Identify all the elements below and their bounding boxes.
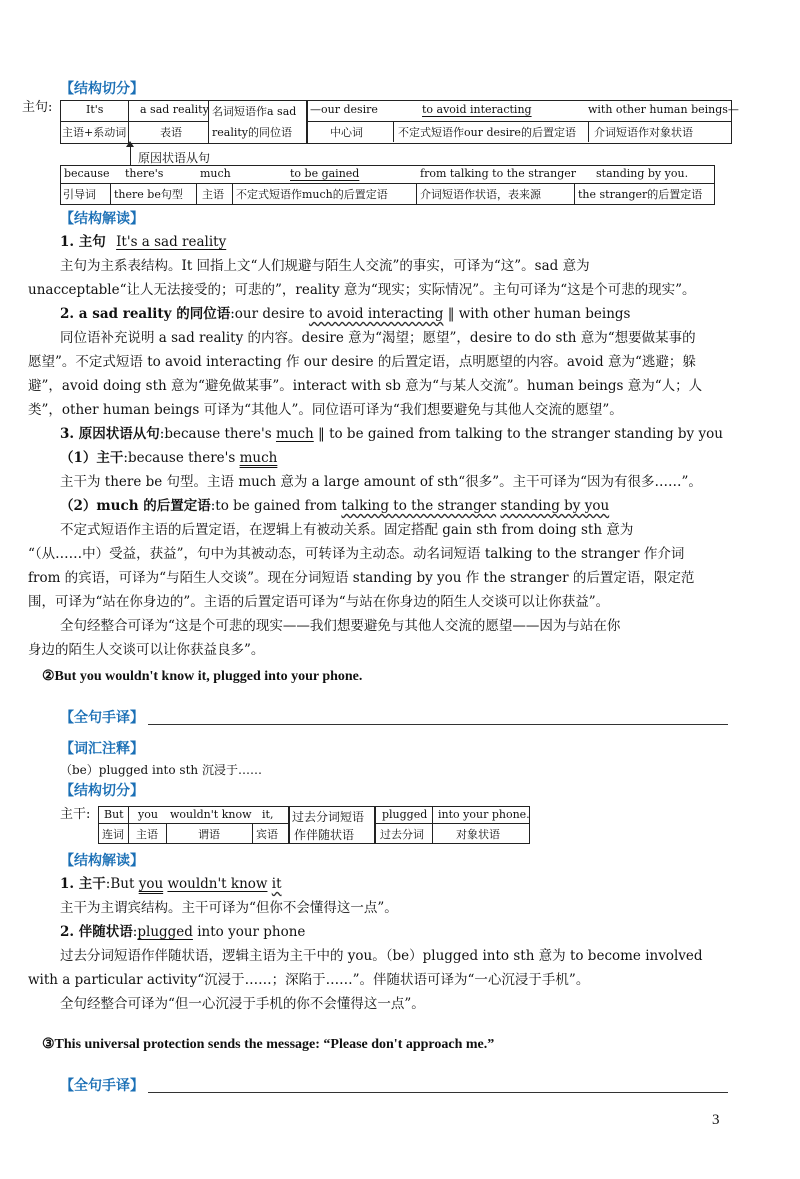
word-you: you <box>138 808 158 821</box>
label-prep-source: 介词短语作状语，表来源 <box>420 188 541 201</box>
heading-main-clause: 1. 主句 <box>60 234 106 250</box>
appositive-text-a: :our desire <box>230 306 309 322</box>
label-inf-note: 不定式短语作our desire的后置定语 <box>398 126 576 139</box>
word-with-other: with other human beings— <box>588 103 739 116</box>
word-our-desire: —our desire <box>310 103 378 116</box>
paragraph-s2-1: 主干为主谓宾结构。主干可译为“但你不会懂得这一点”。 <box>60 900 398 916</box>
paragraph-1: 主句为主系表结构。It 回指上文“人们规避与陌生人交流”的事实，可译为“这”。sad 意为 <box>60 258 590 274</box>
paragraph-s2-2b: with a particular activity“沉浸于……；深陷于……”。伴随状语可译为“一心沉浸于手机”。 <box>28 972 590 988</box>
vocab-entry: （be）plugged into sth 沉浸于…… <box>60 763 262 777</box>
translate-title-3: 【全句手译】 <box>60 1078 144 1094</box>
translation-answer-line-3[interactable] <box>148 1092 728 1093</box>
label-pred: 表语 <box>160 126 182 139</box>
label-appositive-2: reality的同位语 <box>212 126 292 139</box>
paragraph-4c: from 的宾语，可译为“与陌生人交谈”。现在分词短语 standing by you 作 the stranger 的后置定语，限定范 <box>28 570 695 586</box>
paragraph-2d: 类”，other human beings 可译为“其他人”。同位语可译为“我们想要避免与其他人交流的愿望”。 <box>28 402 623 418</box>
structure-split-title: 【结构切分】 <box>60 81 144 97</box>
trunk-label: 主干: <box>60 807 91 822</box>
heading-trunk: （1）主干 <box>60 450 124 466</box>
translate-title-2: 【全句手译】 <box>60 710 144 726</box>
paragraph-2c: 避”，avoid doing sth 意为“避免做某事”。interact with sb 意为“与某人交流”。human beings 意为“人；人 <box>28 378 703 394</box>
paragraph-s2-2: 过去分词短语作伴随状语，逻辑主语为主干中的 you。（be）plugged into sth 意为 to become involved <box>60 948 703 964</box>
word-sad-reality: a sad reality <box>140 103 209 116</box>
paragraph-2b: 愿望”。不定式短语 to avoid interacting 作 our desire 的后置定语，点明愿望的内容。avoid 意为“逃避；躲 <box>28 354 696 370</box>
word-it: it, <box>262 808 274 821</box>
word-plugged: plugged <box>382 808 428 821</box>
paragraph-5: 全句经整合可译为“这是个可悲的现实——我们想要避免与其他人交流的愿望——因为与站在你 <box>60 618 621 634</box>
arrow-up-icon <box>126 141 134 147</box>
label-conj-2: 连词 <box>102 828 124 841</box>
label-appositive: 名词短语作a sad <box>212 105 297 118</box>
heading-much-attr: （2）much 的后置定语 <box>60 498 211 514</box>
word-because: because <box>64 167 110 180</box>
label-inf-much: 不定式短语作much的后置定语 <box>236 188 388 201</box>
page-number: 3 <box>712 1112 720 1128</box>
paragraph-4: 不定式短语作主语的后置定语，在逻辑上有被动关系。固定搭配 gain sth from doing sth 意为 <box>60 522 634 538</box>
paragraph-4b: “（从……中）受益，获益”，句中为其被动态，可转译为主动态。动名词短语 talking to the stranger 作介词 <box>28 546 685 562</box>
much-attr-a: :to be gained from <box>210 498 342 514</box>
word-much: much <box>200 167 231 180</box>
paragraph-s2-3: 全句经整合可译为“但一心沉浸于手机的你不会懂得这一点”。 <box>60 996 425 1012</box>
heading-cause-clause: 3. 原因状语从句 <box>60 426 160 442</box>
word-into-phone: into your phone. <box>438 808 530 821</box>
label-pp-2: 过去分词 <box>380 828 424 841</box>
cause-text-c: ‖ to be gained from talking to the stranger standing by you <box>313 426 723 442</box>
word-wouldnt-know: wouldn't know <box>170 808 252 821</box>
label-prep-note: 介词短语作对象状语 <box>594 126 693 139</box>
label-pp: 过去分词短语 <box>292 810 365 824</box>
sentence-2: ②But you wouldn't know it, plugged into your phone. <box>42 669 363 684</box>
translation-answer-line-2[interactable] <box>148 724 728 725</box>
trunk2-f: it <box>271 876 282 892</box>
structure-split-title-2: 【结构切分】 <box>60 783 144 799</box>
label-post-attr: the stranger的后置定语 <box>578 188 703 201</box>
trunk2-b: you <box>138 876 164 892</box>
paragraph-4d: 围，可译为“站在你身边的”。主语的后置定语可译为“与站在你身边的陌生人交谈可以让你获益”。 <box>28 594 610 610</box>
paragraph-2: 同位语补充说明 a sad reality 的内容。desire 意为“渴望；愿望”，desire to do sth 意为“想要做某事的 <box>60 330 696 346</box>
label-subj: 主语 <box>202 188 224 201</box>
main-clause-label: 主句: <box>22 100 53 115</box>
label-obj-adv: 对象状语 <box>456 828 500 841</box>
word-but: But <box>104 808 124 821</box>
label-pred-2: 谓语 <box>198 828 220 841</box>
word-standing: standing by you. <box>596 167 689 180</box>
cause-text-b: much <box>275 426 314 442</box>
much-attr-d: standing by you <box>500 498 610 514</box>
appositive-text-b: to avoid interacting <box>308 306 444 322</box>
label-center: 中心词 <box>330 126 363 139</box>
trunk2-d: wouldn't know <box>167 876 268 892</box>
sentence-3: ③This universal protection sends the message: “Please don't approach me.” <box>42 1037 495 1052</box>
main-clause-text: It's a sad reality <box>116 234 227 250</box>
label-there-be: there be句型 <box>114 188 183 201</box>
trunk2-a: :But <box>105 876 139 892</box>
acc-c: into your phone <box>192 924 306 940</box>
appositive-text-c: ‖ with other human beings <box>443 306 631 322</box>
label-obj-2: 宾语 <box>256 828 278 841</box>
heading-appositive: 2. a sad reality 的同位语 <box>60 306 231 322</box>
cause-text-a: :because there's <box>159 426 276 442</box>
label-conj: 引导词 <box>63 188 96 201</box>
acc-b: plugged <box>137 924 193 940</box>
trunk-text-a: :because there's <box>123 450 240 466</box>
acc-a: : <box>132 924 138 940</box>
vocab-title: 【词汇注释】 <box>60 741 144 757</box>
label-cause-clause: 原因状语从句 <box>138 151 211 165</box>
label-accompany: 作伴随状语 <box>294 828 355 842</box>
word-to-be-gained: to be gained <box>290 167 360 180</box>
structure-explain-title: 【结构解读】 <box>60 211 144 227</box>
word-its: It's <box>86 103 104 116</box>
word-theres: there's <box>125 167 164 180</box>
trunk-text-b: much <box>239 450 278 466</box>
heading-accompany: 2. 伴随状语 <box>60 924 133 940</box>
word-from-talking: from talking to the stranger <box>420 167 577 180</box>
paragraph-3: 主干为 there be 句型。主语 much 意为 a large amount of sth“很多”。主干可译为“因为有很多……”。 <box>60 474 702 490</box>
paragraph-1b: unacceptable“让人无法接受的；可悲的”，reality 意为“现实；实际情况”。主句可译为“这是个可悲的现实”。 <box>28 282 696 298</box>
label-subj-verb: 主语+系动词 <box>62 126 127 139</box>
paragraph-5b: 身边的陌生人交谈可以让你获益良多”。 <box>28 642 265 658</box>
label-subj-2: 主语 <box>136 828 158 841</box>
word-to-avoid: to avoid interacting <box>422 103 532 116</box>
much-attr-b: talking to the stranger <box>341 498 497 514</box>
structure-explain-title-2: 【结构解读】 <box>60 853 144 869</box>
heading-trunk-2: 1. 主干 <box>60 876 106 892</box>
